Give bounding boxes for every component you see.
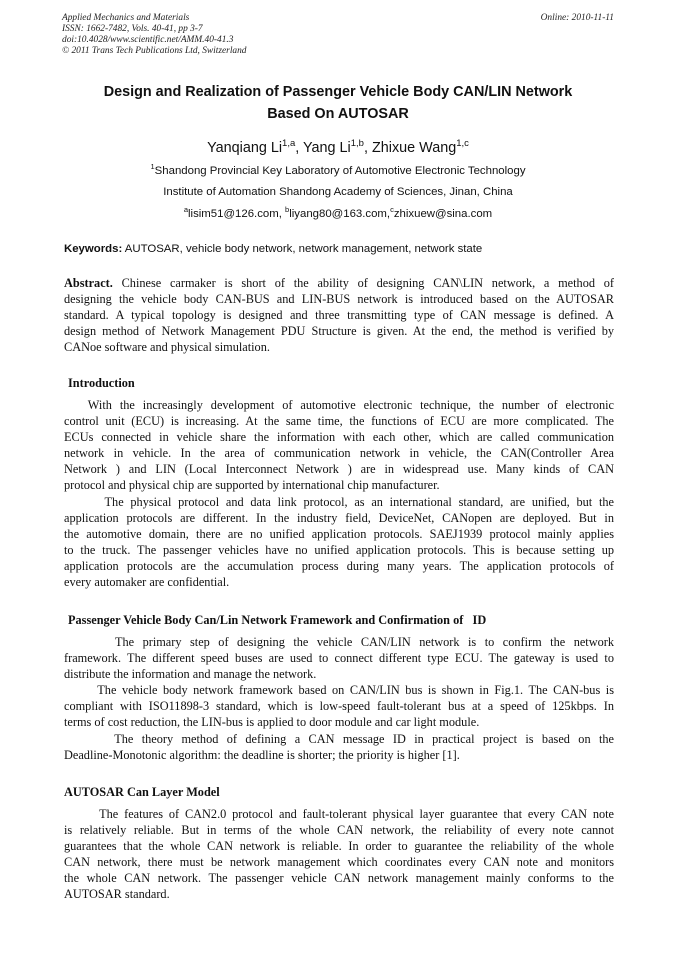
journal-name: Applied Mechanics and Materials xyxy=(62,13,190,23)
abstract-section xyxy=(64,275,614,355)
email-sup: c xyxy=(390,205,394,215)
introduction-line: The physical protocol and data link protocol, as an international standard, are unified, but the xyxy=(64,494,614,509)
email-address: liyang80@163.com, xyxy=(289,208,391,220)
paper-title xyxy=(62,81,614,125)
framework-line: framework. The different speed buses are used to connect different type ECU. The gateway is used to xyxy=(64,651,614,666)
introduction-line: ECUs connected in vehicle share the information with each other, which are called communication xyxy=(64,430,614,445)
author-name: Yanqiang Li xyxy=(207,140,283,156)
abstract-line: design method of Network Management PDU Structure is given. At the end, the method is verified by xyxy=(64,324,614,339)
introduction-body xyxy=(64,397,614,590)
author-list xyxy=(62,139,614,158)
author-name: Zhixue Wang xyxy=(371,140,457,156)
keywords xyxy=(64,242,614,257)
title-line-1: Design and Realization of Passenger Vehicle Body CAN/LIN Network xyxy=(103,84,573,100)
introduction-line: every automaker are confidential. xyxy=(64,575,230,590)
introduction-line: control unit (ECU) is increasing. At the same time, the functions of ECU are more complicated. The xyxy=(64,414,614,429)
affiliation-text: Shandong Provincial Key Laboratory of Automotive Electronic Technology xyxy=(154,165,526,177)
email-address: zhixuew@sina.com xyxy=(393,208,493,220)
abstract-line-text: Chinese carmaker is short of the ability of designing CAN\LIN network, a method of xyxy=(112,276,614,290)
affiliation-line-2: Institute of Automation Shandong Academy of Sciences, Jinan, China xyxy=(163,186,513,198)
framework-line: The primary step of designing the vehicle CAN/LIN network is to confirm the network xyxy=(64,635,614,649)
framework-body xyxy=(64,634,614,763)
introduction-line: to the truck. The passenger vehicles have no unified application protocols. This is because setting up xyxy=(64,542,614,557)
introduction-heading: Introduction xyxy=(68,376,135,390)
affiliation-sup: 1 xyxy=(150,162,155,172)
email-line xyxy=(62,206,614,222)
framework-line: The vehicle body network framework based on CAN/LIN bus is shown in Fig.1. The CAN-bus is xyxy=(64,683,614,698)
framework-line: The theory method of defining a CAN message ID in practical project is based on the xyxy=(64,731,614,746)
abstract-line: designing the vehicle body CAN-BUS and LIN-BUS network is introduced based on the AUTOSAR xyxy=(64,292,614,307)
introduction-line: the automotive domain, there are no unified application protocols. SAEJ1939 protocol mainly applies xyxy=(64,526,614,541)
framework-line: distribute the information and manage the network. xyxy=(64,667,317,682)
keywords-text: AUTOSAR, vehicle body network, network management, network state xyxy=(122,243,483,255)
introduction-line: With the increasingly development of automotive electronic technique, the number of electronic xyxy=(64,398,614,412)
email-sup: a xyxy=(183,205,189,215)
can-layer-line: The features of CAN2.0 protocol and fault-tolerant physical layer guarantee that every CAN note xyxy=(64,807,614,821)
abstract-label: Abstract. xyxy=(64,276,113,290)
author-sup: 1,b xyxy=(350,138,364,150)
keywords-label: Keywords: xyxy=(64,243,123,255)
introduction-line: protocol and physical chip are supported by international chip manufacturer. xyxy=(64,478,440,493)
issn-line: ISSN: 1662-7482, Vols. 40-41, pp 3-7 xyxy=(62,24,203,34)
author-sup: 1,c xyxy=(456,138,469,150)
abstract-line: standard. A typical topology is designed and three transmitting type of CAN message is defined. A xyxy=(64,308,614,323)
can-layer-line: is relatively reliable. But in terms of the whole CAN network, the reliability of every note cannot xyxy=(64,823,614,838)
framework-heading: Passenger Vehicle Body Can/Lin Network Framework and Confirmation of ID xyxy=(68,613,487,627)
can-layer-line: guarantees that the whole CAN network is reliable. In order to guarantee the reliability of the whole xyxy=(64,839,614,854)
can-layer-line: the whole CAN network. The passenger vehicle CAN network management mainly conforms to the xyxy=(64,871,614,886)
copyright-line: © 2011 Trans Tech Publications Ltd, Switzerland xyxy=(62,46,247,56)
introduction-line: application protocols are the accumulation process during many years. The application protocols of xyxy=(64,558,614,573)
framework-line: compliant with ISO11898-3 standard, which is low-speed fault-tolerant bus at a speed of 125kbps. In xyxy=(64,699,614,714)
introduction-line: network in vehicle. In the area of communication network in vehicle, the CAN(Controller Area xyxy=(64,446,614,461)
doi-line: doi:10.4028/www.scientific.net/AMM.40-41.3 xyxy=(62,35,234,45)
author-sep: , xyxy=(295,140,303,156)
framework-line: Deadline-Monotonic algorithm: the deadline is shorter; the priority is higher [1]. xyxy=(64,747,460,762)
abstract-line: CANoe software and physical simulation. xyxy=(64,340,270,355)
can-layer-body xyxy=(64,806,614,903)
can-layer-heading: AUTOSAR Can Layer Model xyxy=(64,785,220,799)
can-layer-line: CAN network, there must be network management which coordinates every CAN note and monitors xyxy=(64,855,614,870)
email-sup: b xyxy=(285,205,290,215)
author-sep: , xyxy=(363,140,372,156)
abstract-line xyxy=(64,275,614,291)
author-name: Yang Li xyxy=(303,140,351,156)
framework-line: terms of cost reduction, the LIN-bus is applied to door module and car light module. xyxy=(64,715,480,730)
introduction-line: Network ) and LIN (Local Interconnect Network ) are in widespread use. Many kinds of CAN xyxy=(64,462,614,477)
online-date: Online: 2010-11-11 xyxy=(540,13,614,23)
affiliation-line-1 xyxy=(62,163,614,179)
email-address: lisim51@126.com, xyxy=(188,208,286,220)
introduction-line: application protocols are different. In the industry field, DeviceNet, CANopen are deployed. But in xyxy=(64,510,614,525)
can-layer-line: AUTOSAR standard. xyxy=(64,887,170,902)
author-sup: 1,a xyxy=(282,138,296,150)
title-line-2: Based On AUTOSAR xyxy=(267,106,409,122)
journal-header xyxy=(62,13,392,57)
